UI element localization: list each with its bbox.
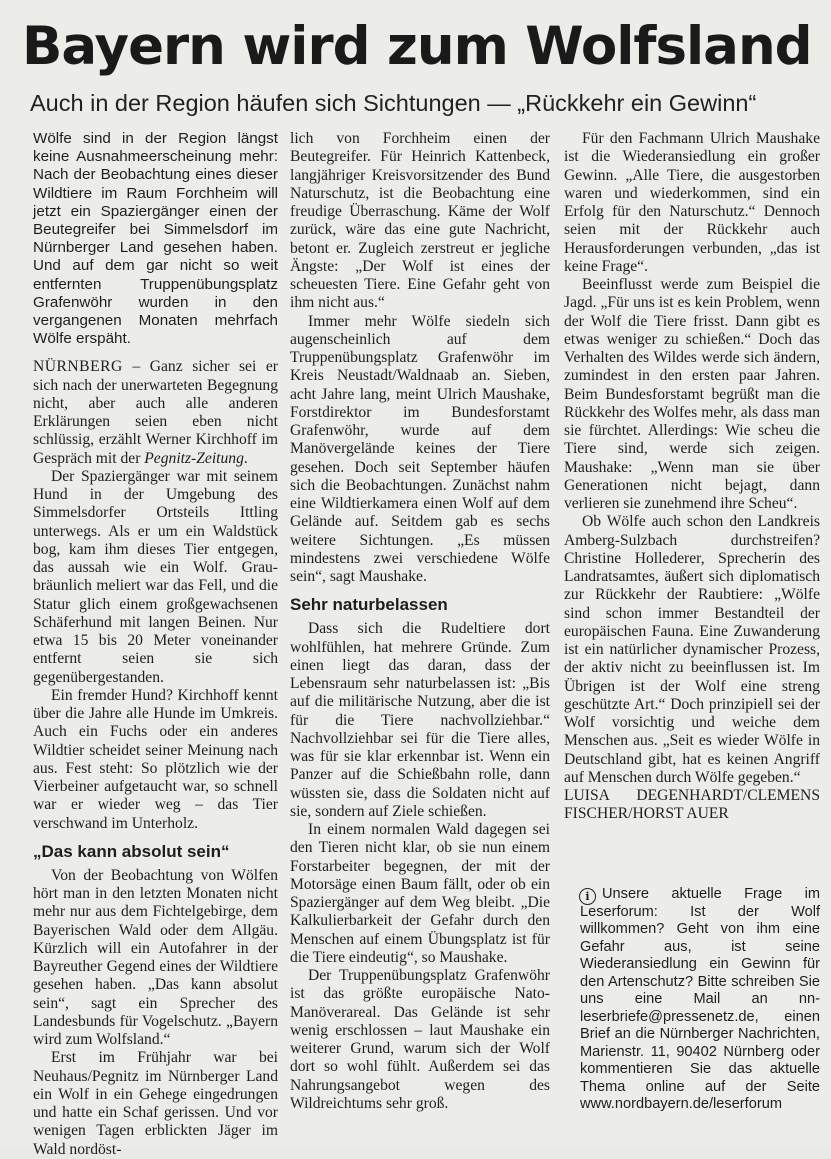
paragraph-end: . xyxy=(243,449,248,467)
article-paragraph: Dass sich die Rudeltiere dort wohlfühlen, hat mehrere Gründe. Zum einen liegt das daran, dass der Lebensraum sehr naturbelassen ist: „Bis auf die militärische Nutzung, aber die ist für die Tiere nachvollziehbar.“ Nachvollziehbar sei für die Tiere alles, was für sie klar erkennbar ist. Wenn ein Panzer auf die Schießbahn rolle, dann wüssten sie, dass die Soldaten nicht auf sie, sondern auf Ziele schießen. xyxy=(290,620,550,820)
column-2 xyxy=(290,130,550,1113)
article-paragraph: Der Truppenübungsplatz Grafenwöhr ist das größte europäische Nato-Manöverareal. Das Gelände ist sehr wenig erschlossen – laut Maushake ein weiterer Grund, warum sich der Wolf dort so wohl fühlt. Außerdem sei das Nahrungsangebot wegen des Wildreichtums sehr groß. xyxy=(290,967,550,1112)
article-paragraph: lich von Forchheim einen der Beutegreifer. Für Heinrich Kattenbeck, langjähriger Kreisvorsitzender des Bund Naturschutz, ist die Beobachtung eine freudige Überraschung. Käme der Wolf zurück, wäre das eine gute Nachricht, betont er. Zugleich zerstreut er jegliche Ängste: „Der Wolf ist eines der scheuesten Tiere. Eine Gefahr geht von ihm nicht aus.“ xyxy=(290,130,550,312)
article-paragraph: Immer mehr Wölfe siedeln sich augenscheinlich auf dem Truppenübungsplatz Grafenwöhr im Kreis Neustadt/Waldnaab an. Sieben, acht Jahre lang, meint Ulrich Maushake, Forstdirektor im Bundesforstamt Grafenwöhr, wurde auf dem Manövergelände keines der Tiere gesehen. Doch seit September häufen sich die Beobachtungen. Zunächst nahm eine Wildtierkamera einen Wolf auf dem Gelände auf. Seitdem gab es sechs weitere Sichtungen. „Es müssen mindestens zwei verschiedene Wölfe sein“, sagt Maushake. xyxy=(290,312,550,585)
article-paragraph: Beeinflusst werde zum Beispiel die Jagd. „Für uns ist es kein Problem, wenn der Wolf die Tiere frisst. Dann gibt es etwas weniger zu schießen.“ Doch das Verhalten des Wildes werde sich ändern, zumindest in den ersten paar Jahren. Beim Bundesforstamt begrüßt man die Rückkehr des Wolfes mehr, als dass man sie fürchtet. Allerdings: Wie scheu die Tiere sind, werde sich zeigen. Maushake: „Wenn man sie über Generationen nicht bejagt, dann verlieren sie zunehmend ihre Scheu“. xyxy=(564,276,820,512)
article-paragraph: Von der Beobachtung von Wölfen hört man in den letzten Monaten nicht mehr nur aus dem Fichtelgebirge, dem Bayerischen Wald oder dem Allgäu. Kürzlich will ein Autofahrer in der Bayreuther Gegend eines der Wildtiere gesehen haben. „Das kann absolut sein“, sagt ein Sprecher des Landesbunds für Vogelschutz. „Bayern wird zum Wolfsland.“ xyxy=(33,866,278,1049)
column-1 xyxy=(33,130,278,1159)
publication-name: Pegnitz-Zeitung xyxy=(144,449,244,467)
section-subheading: „Das kann absolut sein“ xyxy=(33,841,230,861)
reader-forum-box xyxy=(580,886,820,1114)
lead-paragraph: Wölfe sind in der Region längst keine Ausnahmeerscheinung mehr: Nach der Beobachtung eines dieser Wildtiere im Raum Forchheim will jetzt ein Spaziergänger einen der Beutegreifer bei Simmelsdorf im Nürnberger Land gesehen haben. Und auf dem gar nicht so weit entfernten Truppenübungsplatz Grafenwöhr wurden in den vergangenen Monaten mehrfach Wölfe erspäht. xyxy=(33,130,278,348)
article-paragraph: Ein fremder Hund? Kirchhoff kennt über die Jahre alle Hunde im Umkreis. Auch ein Fuchs oder ein anderes Wildtier scheidet seiner Meinung nach aus. Fest steht: So plötzlich wie der Vierbeiner aufgetaucht war, so schnell war er wieder weg – das Tier verschwand im Unterholz. xyxy=(33,686,278,832)
article-paragraph: Ob Wölfe auch schon den Landkreis Amberg-Sulzbach durchstreifen? Christine Hollederer, Sprecherin des Landratsamtes, äußert sich diplomatisch zur Rückkehr der Raubtiere: „Wölfe sind schon immer Bestandteil der europäischen Fauna. Eine Zuwanderung ist ein natürlicher dynamischer Prozess, der aktiv nicht zu beeinflussen ist. Im Übrigen ist der Wolf eine streng geschützte Art.“ Doch prinzipiell sei der Wolf vorsichtig und weiche dem Menschen aus. „Seit es wieder Wölfe in Deutschland gibt, hat es keinen Angriff auf Menschen durch Wölfe gegeben.“ xyxy=(564,513,820,786)
article-paragraph: Der Spaziergänger war mit seinem Hund in der Umgebung des Simmelsdorfer Ortsteils Ittling unterwegs. Als er um ein Waldstück bog, kam ihm dieses Tier entgegen, das aussah wie ein Wolf. Grau-bräunlich meliert war das Fell, und die Statur glich einem großgewachsenen Schäferhund mit langen Beinen. Nur etwa 15 bis 20 Meter voneinander entfernt seien sie sich gegenübergestanden. xyxy=(33,467,278,686)
article-paragraph: Erst im Frühjahr war bei Neuhaus/Pegnitz im Nürnberger Land ein Wolf in ein Gehege eingedrungen und hatte ein Schaf gerissen. Und vor wenigen Tagen erblickten Jäger im Wald nordöst- xyxy=(33,1049,278,1158)
article-paragraph: In einem normalen Wald dagegen sei den Tieren nicht klar, ob sie nun einem Forstarbeiter begegnen, der mit der Motorsäge einen Baum fällt, oder ob ein Spaziergänger auf dem Weg bleibt. „Die Kalkulierbarkeit der Gefahr durch den Menschen auf einem Übungsplatz ist für die Tiere eindeutig“, so Maushake. xyxy=(290,821,550,966)
headline: Bayern wird zum Wolfsland xyxy=(22,16,812,77)
column-3 xyxy=(564,130,820,824)
author-line: LUISA DEGENHARDT/CLEMENS FISCHER/HORST AUER xyxy=(564,787,820,823)
info-icon: i xyxy=(579,888,596,905)
reader-forum-text: Unsere aktuelle Frage im Leserforum: Ist der Wolf willkommen? Geht von ihm eine Gefahr aus, ist seine Wiederansiedlung ein Gewinn für den Artenschutz? Bitte schreiben Sie uns eine Mail an nn-leserbriefe@pressenetz.de, einen Brief an die Nürnberger Nachrichten, Marienstr. 11, 90402 Nürnberg oder kommentieren Sie das aktuelle Thema online auf der Seite www.nordbayern.de/leserforum xyxy=(580,886,820,1112)
section-subheading: Sehr naturbelassen xyxy=(290,595,448,615)
paragraph-text: – Ganz sicher sei er sich nach der unerwarteten Begegnung nicht, aber auch alle anderen Erklärungen seien eben nicht schlüssig, erzählt Werner Kirchhoff im Gespräch mit der xyxy=(33,358,278,467)
article-paragraph: Für den Fachmann Ulrich Maushake ist die Wiederansiedlung ein großer Gewinn. „Alle Tiere, die ausgestorben waren und wiederkommen, sind ein Erfolg für den Naturschutz.“ Dennoch seien mit der Rückkehr auch Herausforderungen verbunden, „das ist keine Frage“. xyxy=(564,130,820,275)
dateline: NÜRNBERG xyxy=(33,358,123,376)
article-paragraph xyxy=(33,358,278,468)
subheadline: Auch in der Region häufen sich Sichtungen — „Rückkehr ein Gewinn“ xyxy=(30,90,757,116)
